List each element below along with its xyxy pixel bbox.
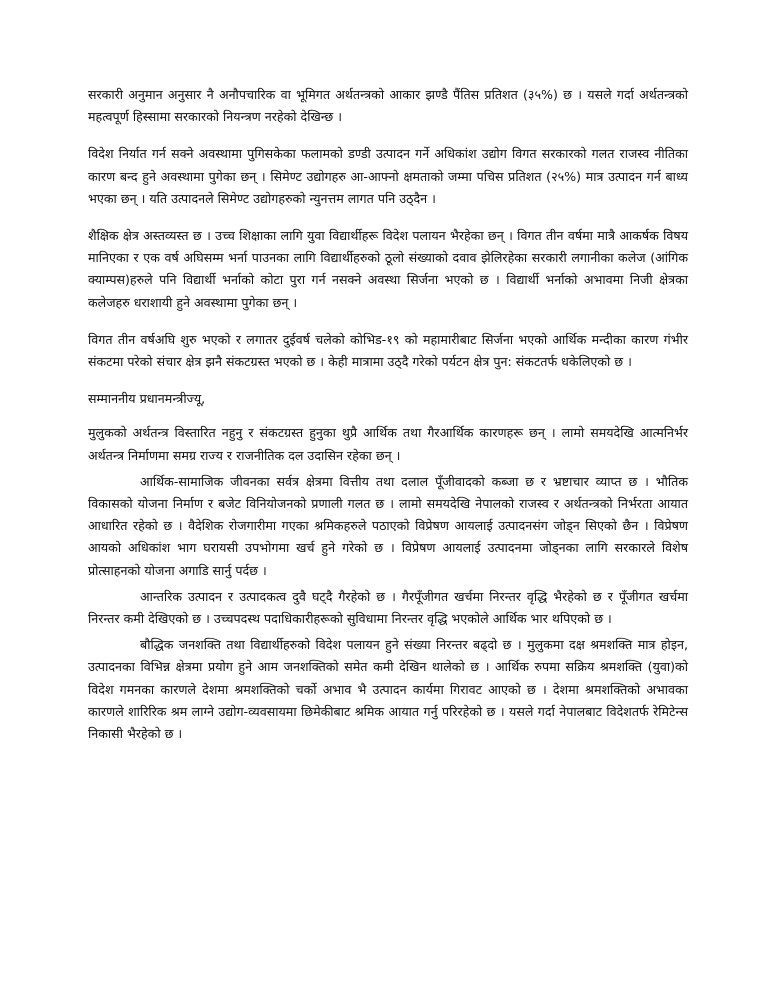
document-page	[88, 84, 688, 749]
paragraph-education: शैक्षिक क्षेत्र अस्तव्यस्त छ । उच्च शिक्षाका लागि युवा विद्यार्थीहरू विदेश पलायन भैरहेका छन् । विगत तीन वर्षमा मात्रै आकर्षक विषय मानिएका र एक वर्ष अघिसम्म भर्ना पाउनका लागि विद्यार्थीहरुको ठूलो संख्याको दवाव झेलिरहेका सरकारी लगानीका कलेज (आंगिक क्याम्पस)हरुले पनि विद्यार्थी भर्नाको कोटा पुरा गर्न नसक्ने अवस्था सिर्जना भएको छ । विद्यार्थी भर्नाको अभावमा निजी क्षेत्रका कलेजहरु धराशायी हुने अवस्थामा पुगेका छन् ।	[88, 228, 688, 310]
salutation: सम्माननीय प्रधानमन्त्रीज्यू,	[88, 391, 206, 407]
paragraph-industry: विदेश निर्यात गर्न सक्ने अवस्थामा पुगिसकेका फलामको डण्डी उत्पादन गर्ने अधिकांश उद्योग विगत सरकारको गलत राजस्व नीतिका कारण बन्द हुने अवस्थामा पुगेका छन् । सिमेण्ट उद्योगहरु आ-आफ्नो क्षमताको जम्मा पचिस प्रतिशत (२५%) मात्र उत्पादन गर्न बाध्य भएका छन् । यति उत्पादनले सिमेण्ट उद्योगहरुको न्युनत्तम लागत पनि उठ्दैन ।	[88, 146, 688, 206]
paragraph-informal-economy: सरकारी अनुमान अनुसार नै अनौपचारिक वा भूमिगत अर्थतन्त्रको आकार झण्डै पैंतिस प्रतिशत (३५%) छ । यसले गर्दा अर्थतन्त्रको महत्वपूर्ण हिस्सामा सरकारको नियन्त्रण नरहेको देखिन्छ ।	[88, 87, 688, 125]
paragraph-production: आन्तरिक उत्पादन र उत्पादकत्व दुवै घट्दै गैरहेको छ । गैरपूँजीगत खर्चमा निरन्तर वृद्धि भैरहेको छ र पूँजीगत खर्चमा निरन्तर कमी देखिएको छ । उच्चपदस्थ पदाधिकारीहरूको सुविधामा निरन्तर वृद्धि भएकोले आर्थिक भार थपिएको छ ।	[88, 588, 688, 627]
paragraph-remittance: आर्थिक-सामाजिक जीवनका सर्वत्र क्षेत्रमा वित्तीय तथा दलाल पूँजीवादको कब्जा छ र भ्रष्टाचार व्याप्त छ । भौतिक विकासको योजना निर्माण र बजेट विनियोजनको प्रणाली गलत छ । लामो समयदेखि नेपालको राजस्व र अर्थतन्त्रको निर्भरता आयात आधारित रहेको छ । वैदेशिक रोजगारीमा गएका श्रमिकहरुले पठाएको विप्रेषण आयलाई उत्पादनसंग जोड्न सिएको छैन । विप्रेषण आयको अधिकांश भाग घरायसी उपभोगमा खर्च हुने गरेको छ । विप्रेषण आयलाई उत्पादनमा जोड्नका लागि सरकारले विशेष प्रोत्साहनको योजना अगाडि सार्नु पर्दछ ।	[88, 473, 688, 578]
paragraph-covid-tourism: विगत तीन वर्षअघि शुरु भएको र लगातर दुईवर्ष चलेको कोभिड-१९ को महामारीबाट सिर्जना भएको आर्थिक मन्दीका कारण गंभीर संकटमा परेको संचार क्षेत्र झनै संकटग्रस्त भएको छ । केही मात्रामा उठ्दै गरेको पर्यटन क्षेत्र पुन: संकटतर्फ धकेलिएको छ ।	[88, 331, 688, 370]
paragraph-economy-intro: मुलुकको अर्थतन्त्र विस्तारित नहुनु र संकटग्रस्त हुनुका थुप्रै आर्थिक तथा गैरआर्थिक कारणहरू छन् । लामो समयदेखि आत्मनिर्भर अर्थतन्त्र निर्माणमा समग्र राज्य र राजनीतिक दल उदासिन रहेका छन् ।	[88, 425, 688, 463]
paragraph-brain-drain: बौद्धिक जनशक्ति तथा विद्यार्थीहरुको विदेश पलायन हुने संख्या निरन्तर बढ्दो छ । मुलुकमा दक्ष श्रमशक्ति मात्र होइन, उत्पादनका विभिन्न क्षेत्रमा प्रयोग हुने आम जनशक्तिको समेत कमी देखिन थालेको छ । आर्थिक रुपमा सक्रिय श्रमशक्ति (युवा)को विदेश गमनका कारणले देशमा श्रमशक्तिको चर्को अभाव भै उत्पादन कार्यमा गिरावट आएको छ । देशमा श्रमशक्तिको अभावका कारणले शारिरिक श्रम लाग्ने उद्योग-व्यवसायमा छिमेकीबाट श्रमिक आयात गर्नु परिरहेको छ । यसले गर्दा नेपालबाट विदेशतर्फ रेमिटेन्स निकासी भैरहेको छ ।	[88, 637, 688, 742]
